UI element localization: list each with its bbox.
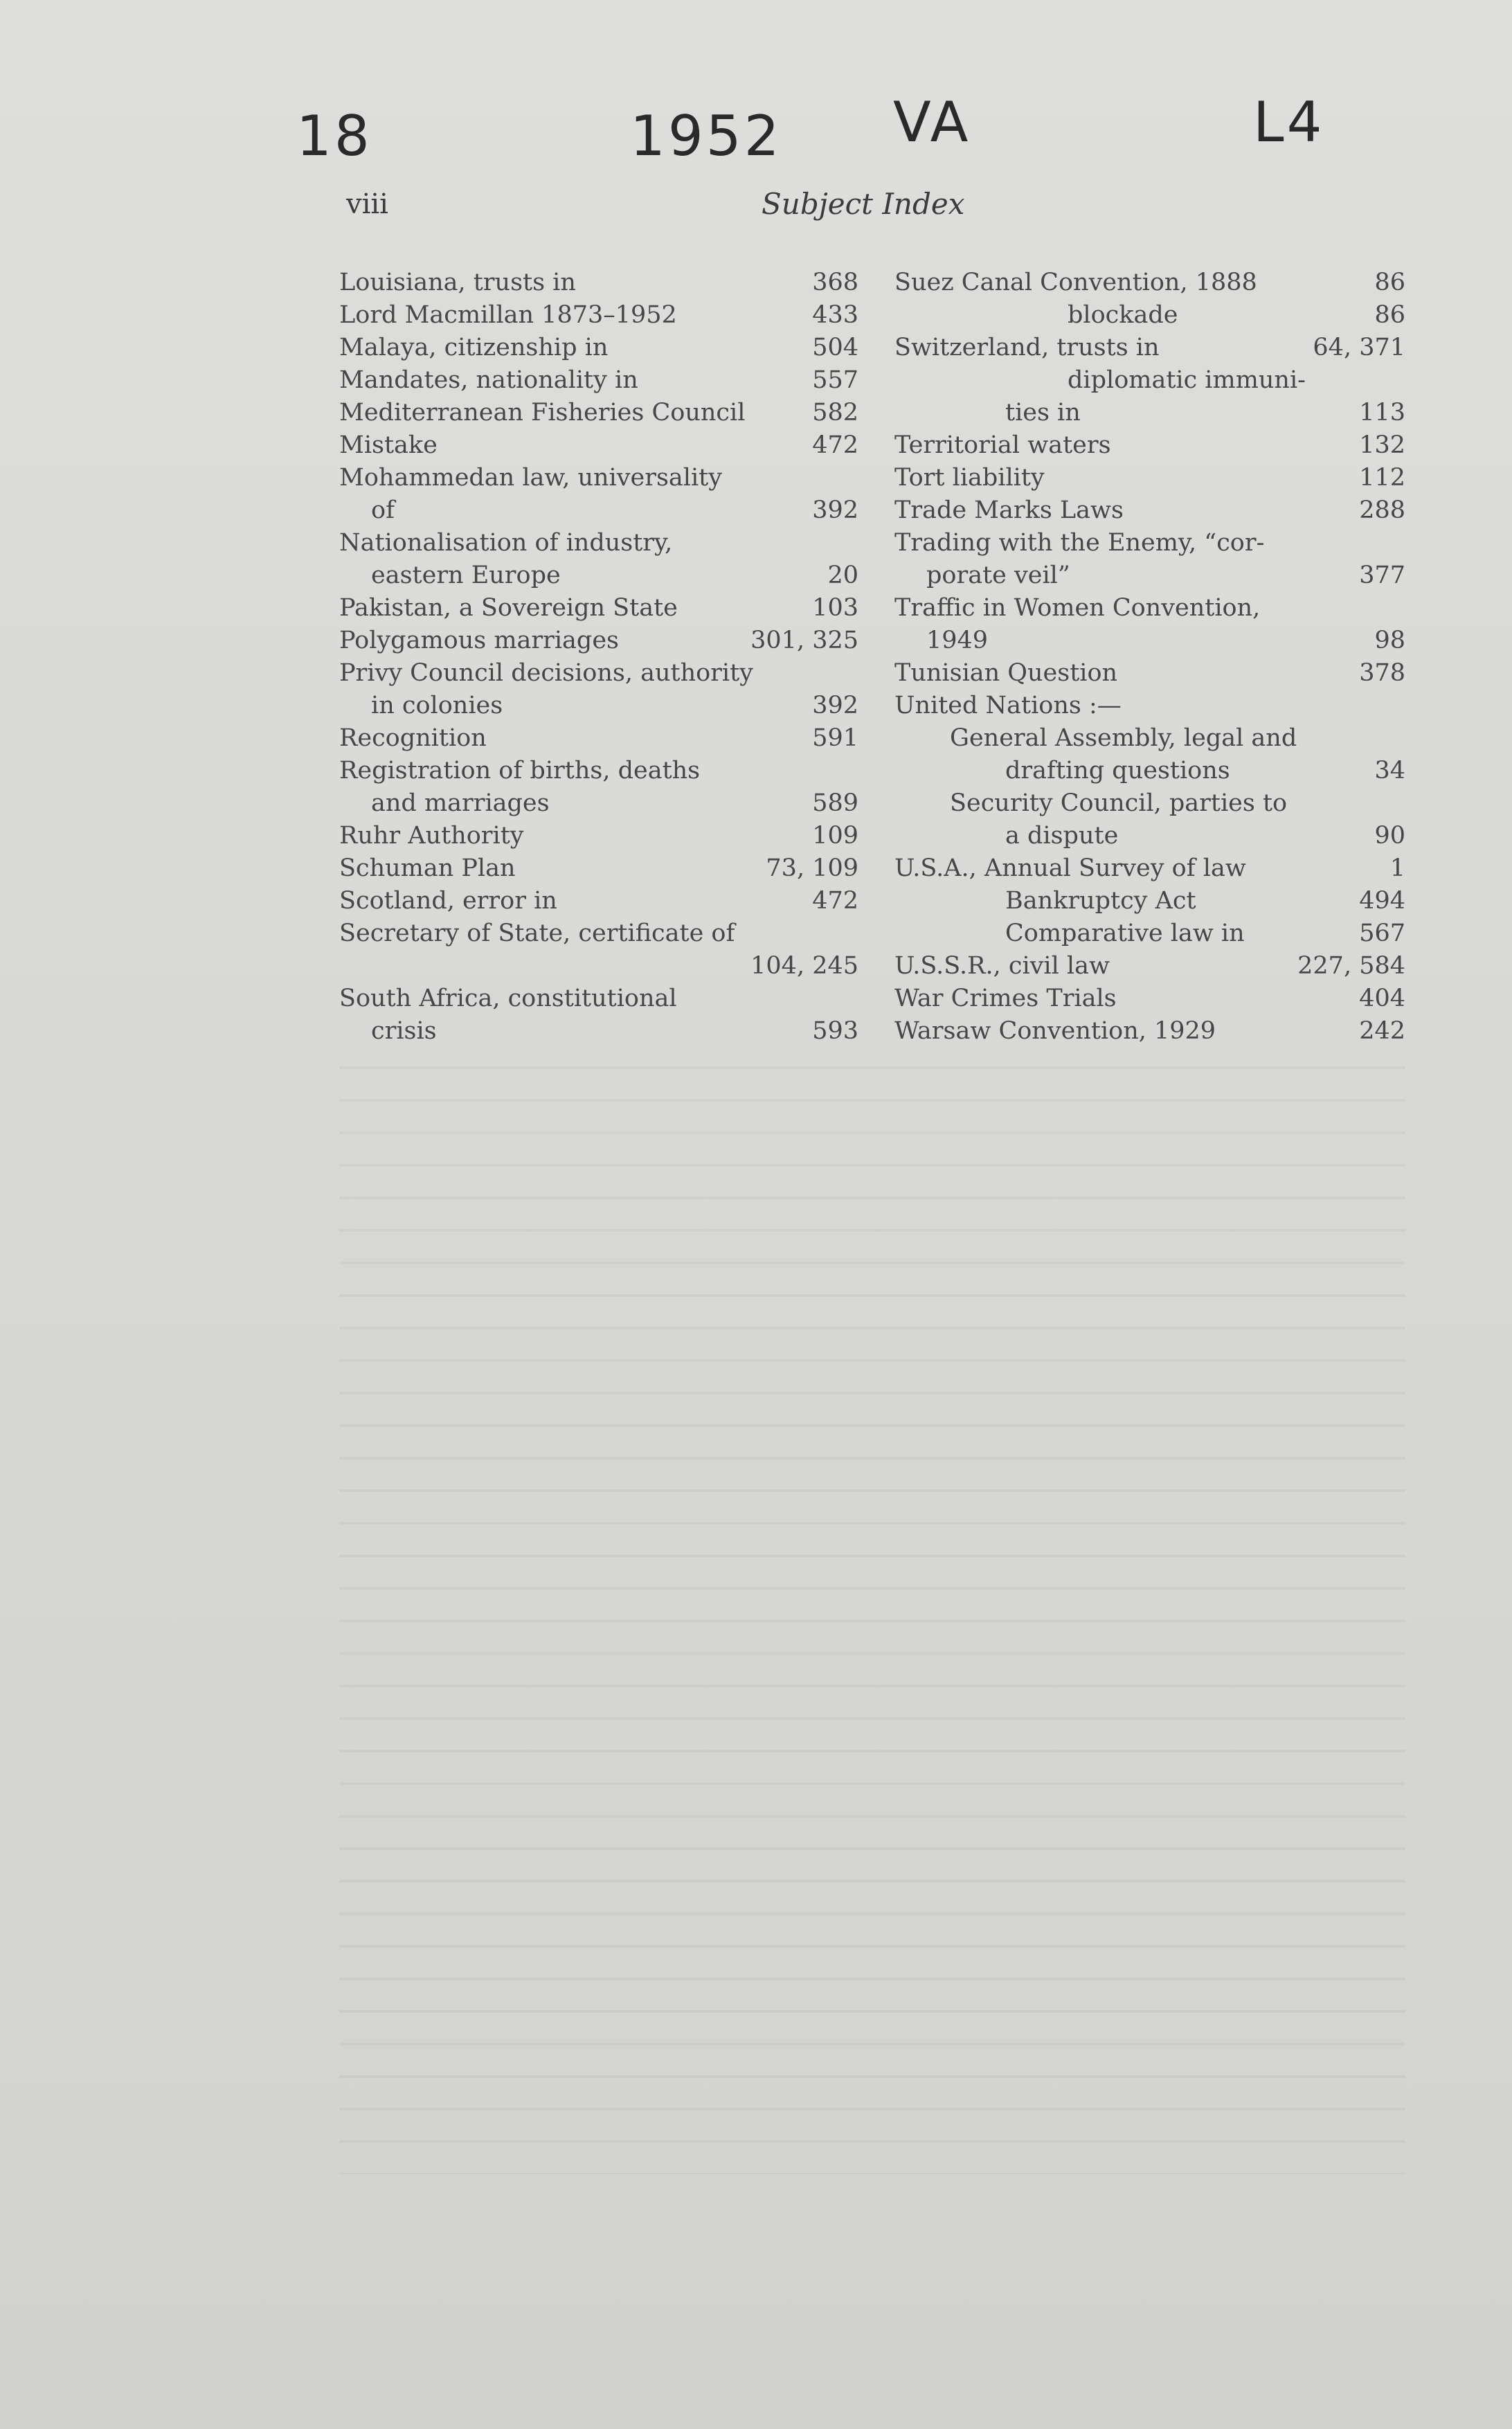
index-entry	[339, 429, 858, 462]
index-page-number: 113	[1359, 399, 1405, 427]
index-entry	[339, 917, 858, 950]
index-term: Mohammedan law, universality	[339, 464, 723, 492]
index-term: in colonies	[371, 692, 503, 719]
index-term: blockade	[1068, 301, 1178, 329]
index-entry	[339, 950, 858, 983]
index-page-number: 582	[812, 399, 858, 427]
index-entry	[339, 722, 858, 755]
index-entry	[894, 267, 1405, 299]
index-page-number: 392	[812, 692, 858, 719]
index-term: Schuman Plan	[339, 854, 516, 882]
index-page-number: 20	[827, 562, 858, 589]
index-page-number: 227, 584	[1297, 952, 1405, 980]
index-page-number: 472	[812, 887, 858, 915]
index-term: Security Council, parties to	[950, 789, 1288, 817]
index-term: Bankruptcy Act	[1005, 887, 1196, 915]
index-page-number: 589	[812, 789, 858, 817]
index-entry	[339, 885, 858, 917]
handwritten-volume: VA	[893, 90, 971, 154]
index-page-number: 567	[1359, 920, 1405, 947]
index-entry	[339, 983, 858, 1015]
index-entry	[339, 657, 858, 690]
index-entry	[894, 364, 1405, 397]
index-entry	[894, 787, 1405, 820]
index-entry	[339, 625, 858, 657]
index-entry	[894, 983, 1405, 1015]
index-term: Switzerland, trusts in	[894, 334, 1160, 361]
index-page-number: 104, 245	[750, 952, 858, 980]
index-column-left	[339, 267, 858, 1048]
index-term: ties in	[1005, 399, 1081, 427]
index-entry	[894, 755, 1405, 787]
index-entry	[894, 299, 1405, 332]
index-page-number: 368	[812, 269, 858, 296]
index-term: Polygamous marriages	[339, 627, 619, 654]
index-page-number: 504	[812, 334, 858, 361]
index-page-number: 242	[1359, 1017, 1405, 1045]
index-entry	[894, 332, 1405, 364]
index-entry	[339, 852, 858, 885]
index-page-number: 404	[1359, 985, 1405, 1012]
index-term: Mandates, nationality in	[339, 366, 638, 394]
index-entry	[894, 1015, 1405, 1048]
running-head-title: Subject Index	[762, 187, 965, 221]
index-page-number: 288	[1359, 496, 1405, 524]
index-term: diplomatic immuni-	[1068, 366, 1306, 394]
index-entry	[339, 332, 858, 364]
index-page-number: 86	[1374, 269, 1405, 296]
index-entry	[894, 559, 1405, 592]
index-term: Secretary of State, certificate of	[339, 920, 735, 947]
index-page-number: 112	[1359, 464, 1405, 492]
index-entry	[894, 397, 1405, 429]
index-page-number: 1	[1389, 854, 1405, 882]
index-term: Lord Macmillan 1873–1952	[339, 301, 677, 329]
index-entry	[339, 1015, 858, 1048]
index-entry	[894, 657, 1405, 690]
index-term: Tunisian Question	[894, 659, 1118, 687]
index-page-number: 557	[812, 366, 858, 394]
index-entry	[339, 299, 858, 332]
index-page-number: 103	[812, 594, 858, 622]
index-entry	[894, 885, 1405, 917]
index-term: Trading with the Enemy, “cor-	[894, 529, 1265, 557]
handwritten-year: 1952	[630, 104, 782, 168]
index-term: South Africa, constitutional	[339, 985, 677, 1012]
index-page-number: 593	[812, 1017, 858, 1045]
index-term: Suez Canal Convention, 1888	[894, 269, 1257, 296]
index-entry	[339, 462, 858, 494]
index-term: Traffic in Women Convention,	[894, 594, 1261, 622]
page-folio: viii	[346, 188, 388, 220]
index-term: Comparative law in	[1005, 920, 1245, 947]
index-term: Scotland, error in	[339, 887, 557, 915]
index-entry	[894, 527, 1405, 559]
index-term: eastern Europe	[371, 562, 561, 589]
index-page-number: 433	[812, 301, 858, 329]
index-term: and marriages	[371, 789, 550, 817]
index-page-number: 378	[1359, 659, 1405, 687]
index-entry	[894, 820, 1405, 852]
index-entry	[894, 462, 1405, 494]
index-page-number: 591	[812, 724, 858, 752]
index-term: Tort liability	[894, 464, 1045, 492]
index-entry	[894, 690, 1405, 722]
index-term: porate veil”	[926, 562, 1070, 589]
index-entry	[894, 722, 1405, 755]
index-term: Registration of births, deaths	[339, 757, 701, 785]
index-term: Recognition	[339, 724, 487, 752]
index-page-number: 90	[1374, 822, 1405, 850]
index-page-number: 494	[1359, 887, 1405, 915]
index-entry	[339, 494, 858, 527]
index-term: U.S.S.R., civil law	[894, 952, 1110, 980]
index-term: War Crimes Trials	[894, 985, 1117, 1012]
index-term: Warsaw Convention, 1929	[894, 1017, 1216, 1045]
index-page-number: 109	[812, 822, 858, 850]
index-term: 1949	[926, 627, 989, 654]
index-entry	[339, 690, 858, 722]
index-entry	[894, 494, 1405, 527]
index-page-number: 64, 371	[1313, 334, 1405, 361]
index-page-number: 34	[1374, 757, 1405, 785]
index-entry	[894, 592, 1405, 625]
index-term: Mistake	[339, 431, 438, 459]
index-entry	[894, 852, 1405, 885]
index-term: a dispute	[1005, 822, 1119, 850]
index-term: Louisiana, trusts in	[339, 269, 576, 296]
index-term: Privy Council decisions, authority	[339, 659, 753, 687]
index-entry	[339, 755, 858, 787]
index-page-number: 392	[812, 496, 858, 524]
index-term: Nationalisation of industry,	[339, 529, 673, 557]
index-term: Pakistan, a Sovereign State	[339, 594, 678, 622]
index-term: drafting questions	[1005, 757, 1230, 785]
index-term: Ruhr Authority	[339, 822, 524, 850]
index-entry	[894, 625, 1405, 657]
index-term: crisis	[371, 1017, 437, 1045]
index-page-number: 86	[1374, 301, 1405, 329]
index-term: General Assembly, legal and	[950, 724, 1297, 752]
index-entry	[339, 559, 858, 592]
handwritten-note: 18	[296, 104, 372, 168]
index-page-number: 132	[1359, 431, 1405, 459]
show-through-text	[339, 1066, 1405, 2174]
index-page-number: 73, 109	[766, 854, 858, 882]
index-term: Mediterranean Fisheries Council	[339, 399, 746, 427]
index-entry	[339, 267, 858, 299]
index-term: of	[371, 496, 395, 524]
index-page-number: 377	[1359, 562, 1405, 589]
index-entry	[894, 429, 1405, 462]
index-entry	[339, 820, 858, 852]
index-term: Trade Marks Laws	[894, 496, 1124, 524]
index-entry	[339, 364, 858, 397]
index-entry	[894, 950, 1405, 983]
index-term: United Nations :—	[894, 692, 1122, 719]
index-term: Malaya, citizenship in	[339, 334, 609, 361]
index-term: Territorial waters	[894, 431, 1111, 459]
index-term: U.S.A., Annual Survey of law	[894, 854, 1246, 882]
index-column-right	[894, 267, 1405, 1048]
index-entry	[339, 527, 858, 559]
index-entry	[894, 917, 1405, 950]
index-page-number: 472	[812, 431, 858, 459]
handwritten-code: L4	[1253, 90, 1325, 154]
index-page-number: 301, 325	[750, 627, 858, 654]
index-entry	[339, 397, 858, 429]
index-entry	[339, 787, 858, 820]
index-page-number: 98	[1374, 627, 1405, 654]
index-entry	[339, 592, 858, 625]
